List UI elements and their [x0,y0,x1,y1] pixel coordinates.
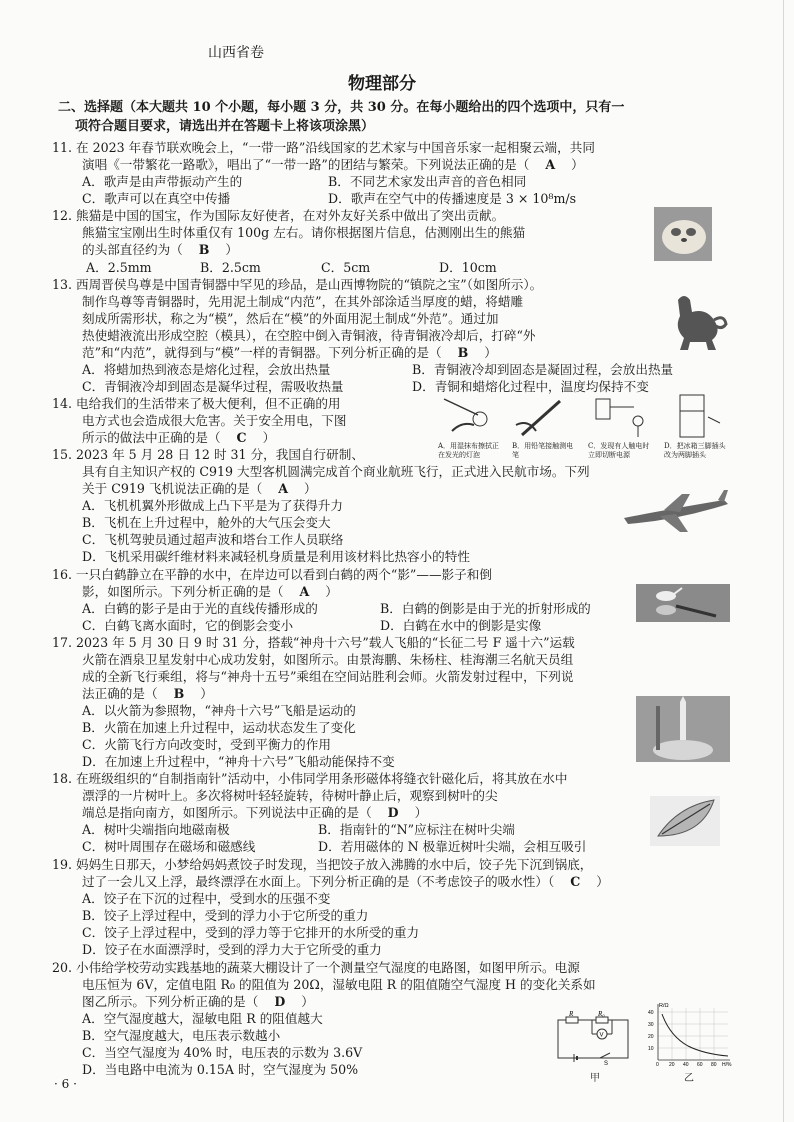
part-heading-line1: 二、选择题（本大题共 10 个小题，每小题 3 分，共 30 分。在每小题给出的四个选项中，只有一 [58,100,625,115]
q14-caption-a: A．用湿抹布擦拭正在发光的灯泡 [438,442,500,459]
graph-xtick: 60 [697,1062,703,1068]
q15-stem-line2: 具有自主知识产权的 C919 大型客机圆满完成首个商业航班飞行，正式进入民航市场。下列 [82,464,590,479]
circuit-diagram [552,1010,634,1066]
q17-stem-line1: 17. 2023 年 5 月 30 日 9 时 31 分，搭载“神舟十六号”载人飞船的“长征二号 F 遥十六”运载 [52,635,575,650]
q11-option-d: D．歌声在空气中的传播速度是 3 × 10⁸m/s [328,191,577,206]
q15-option-d: D．飞机采用碳纤维材料来减轻机身质量是利用该材料比热容小的特性 [82,549,470,564]
q19-stem-line2: 过了一会儿又上浮，最终漂浮在水面上。下列分析正确的是（不考虑饺子的吸水性）（ C ） [82,874,609,889]
humidity-resistance-graph [644,1002,734,1068]
q11-stem-line2: 演唱《一带繁花一路歌》，唱出了“一带一路”的团结与繁荣。下列说法正确的是（ A ） [82,157,584,172]
part-heading-line2: 项符合题目要求，请选出并在答题卡上将该项涂黑） [75,119,375,134]
q20-option-a: A．空气湿度越大，湿敏电阻 R 的阻值越大 [82,1011,323,1026]
q15-option-c: C．飞机驾驶员通过超声波和塔台工作人员联络 [82,532,344,547]
figure-yi-label: 乙 [684,1073,694,1084]
q19-option-d: D．饺子在水面漂浮时，受到的浮力大于它所受的重力 [82,942,382,957]
q20-stem-line1: 20. 小伟给学校劳动实践基地的蔬菜大棚设计了一个测量空气湿度的电路图，如图甲所示。电源 [52,960,580,975]
q12-answer: B [198,242,210,257]
q11-stem-line1: 11. 在 2023 年春节联欢晚会上，“一带一路”沿线国家的艺术家与中国音乐家一起相聚云端，共同 [52,140,595,155]
q14-figure-a [438,395,500,441]
q18-option-b: B．指南针的“N”应标注在树叶尖端 [318,822,515,837]
q13-option-b: B．青铜液冷却到固态是凝固过程，会放出热量 [412,362,674,377]
q13-option-d: D．青铜和蜡熔化过程中，温度均保持不变 [412,379,649,394]
q20-stem-line2: 电压恒为 6V，定值电阻 R₀ 的阻值为 20Ω，湿敏电阻 R 的阻值随空气湿度 H 的变化关系如 [82,977,596,992]
q15-stem-line3: 关于 C919 飞机说法正确的是（ A ） [82,481,317,496]
graph-ytick: 20 [648,1034,654,1040]
q14-figure-b [512,395,574,441]
leaf-compass-photo [650,796,720,846]
q19-option-b: B．饺子上浮过程中，受到的浮力小于它所受的重力 [82,908,369,923]
q18-stem-line2: 漂浮的一片树叶上。多次将树叶轻轻旋转，待树叶静止后，观察到树叶的尖 [82,788,498,803]
airplane-photo [620,488,730,538]
circuit-label-v: V [599,1032,604,1039]
q16-stem-line1: 16. 一只白鹤静立在平静的水中，在岸边可以看到白鹤的两个“影”——影子和倒 [52,567,492,582]
q18-option-a: A．树叶尖端指向地磁南极 [82,822,230,837]
q16-option-d: D．白鹤在水中的倒影是实像 [380,618,542,633]
q11-answer: A [545,157,556,172]
q20-answer: D [274,994,286,1009]
q19-answer: C [570,874,581,889]
q17-stem-line4: 法正确的是（ B ） [82,686,213,701]
q17-stem-line3: 成的全新飞行乘组，将与“神舟十五号”乘组在空间站胜利会师。火箭发射过程中，下列说 [82,669,574,684]
q13-stem-line2: 制作鸟尊等青铜器时，先用泥土制成“内范”，在其外部涂适当厚度的蜡，将蜡雕 [82,294,524,309]
q12-option-a: A．2.5mm [86,260,152,275]
q11-option-c: C．歌声可以在真空中传播 [82,191,231,206]
q15-stem-line1: 15. 2023 年 5 月 28 日 12 时 31 分，我国自行研制、 [52,447,364,462]
circuit-label-s: S [604,1061,609,1066]
q18-answer: D [387,805,399,820]
scan-edge-line [783,0,784,1122]
q20-stem-line3: 图乙所示。下列分析正确的是（ D ） [82,994,314,1009]
q12-option-b: B．2.5cm [200,260,261,275]
q14-stem-line1: 14. 电给我们的生活带来了极大便利，但不正确的用 [52,396,341,411]
q14-answer: C [236,430,247,445]
graph-ytick: 10 [648,1046,654,1052]
q16-option-a: A．白鹤的影子是由于光的直线传播形成的 [82,601,318,616]
graph-ytick: 30 [648,1022,654,1028]
q11-option-a: A．歌声是由声带振动产生的 [82,174,243,189]
q16-option-b: B．白鹤的倒影是由于光的折射形成的 [380,601,591,616]
q12-stem-line1: 12. 熊猫是中国的国宝，作为国际友好使者，在对外友好关系中做出了突出贡献。 [52,208,505,223]
q18-option-c: C．树叶周围存在磁场和磁感线 [82,839,256,854]
q20-option-d: D．当电路中电流为 0.15A 时，空气湿度为 50% [82,1062,359,1077]
graph-xlabel: H/% [722,1062,732,1068]
circuit-label-r0: R₀ [598,1010,605,1018]
q11-option-b: B．不同艺术家发出声音的音色相同 [328,174,527,189]
q17-answer: B [173,686,185,701]
rocket-launch-photo [636,696,730,762]
graph-ylabel: R/Ω [659,1003,669,1009]
q18-stem-line3: 端总是指向南方，如图所示。下列说法中正确的是（ D ） [82,805,428,820]
q15-option-a: A．飞机机翼外形做成上凸下平是为了获得升力 [82,498,343,513]
q13-option-a: A．将蜡加热到液态是熔化过程，会放出热量 [82,362,331,377]
graph-ytick: 40 [648,1010,654,1016]
q20-option-b: B．空气湿度越大，电压表示数越小 [82,1028,281,1043]
white-crane-photo [636,584,730,622]
q14-caption-d: D．把冰箱三脚插头改为两脚插头 [664,442,726,459]
graph-xtick: 40 [683,1062,689,1068]
q17-stem-line2: 火箭在酒泉卫星发射中心成功发射，如图所示。由景海鹏、朱杨柱、桂海潮三名航天员组 [82,652,574,667]
panda-photo [654,207,712,261]
q14-stem-line3: 所示的做法中正确的是（ C ） [82,430,276,445]
q17-option-d: D．在加速上升过程中，“神舟十六号”飞船动能保持不变 [82,754,395,769]
graph-xtick: 20 [669,1062,675,1068]
q15-answer: A [278,481,288,496]
q12-stem-line3: 的头部直径约为（ B ） [82,242,238,257]
q13-stem-line4: 热使蜡液流出形成空腔（模具），在空腔中倒入青铜液，待青铜液冷却后，打碎“外 [82,328,536,343]
q16-option-c: C．白鹤飞离水面时，它的倒影会变小 [82,618,294,633]
figure-jia-label: 甲 [590,1073,600,1084]
q14-stem-line2: 电方式也会造成很大危害。关于安全用电，下图 [82,413,347,428]
page-number: · 6 · [54,1077,77,1091]
region-label: 山西省卷 [208,45,264,61]
q14-caption-b: B．用铅笔接触测电笔 [512,442,574,459]
q13-stem-line1: 13. 西周晋侯鸟尊是中国青铜器中罕见的珍品，是山西博物院的“镇院之宝”（如图所示）。 [52,277,543,292]
q17-option-b: B．火箭在加速上升过程中，运动状态发生了变化 [82,720,356,735]
q13-stem-line3: 刻成所需形状，称之为“模”，然后在“模”的外面用泥土制成“外范”。通过加 [82,311,499,326]
q13-answer: B [457,345,469,360]
graph-xtick: 80 [711,1062,717,1068]
q19-option-a: A．饺子在下沉的过程中，受到水的压强不变 [82,891,331,906]
q18-option-d: D．若用磁体的 N 极靠近树叶尖端，会相互吸引 [318,839,587,854]
q17-option-c: C．火箭飞行方向改变时，受到平衡力的作用 [82,737,331,752]
q20-option-c: C．当空气湿度为 40% 时，电压表的示数为 3.6V [82,1045,363,1060]
q14-figure-c [588,393,650,441]
q14-figure-d [664,393,726,441]
bird-bronze-vessel-photo [668,290,728,354]
q12-option-c: C．5cm [321,260,371,275]
circuit-label-r: R [569,1010,574,1018]
graph-xtick: 0 [656,1062,659,1068]
q16-answer: A [299,584,310,599]
q13-stem-line5: 范”和“内范”，就得到与“模”一样的青铜器。下列分析正确的是（ B ） [82,345,497,360]
q15-option-b: B．飞机在上升过程中，舱外的大气压会变大 [82,515,331,530]
q19-option-c: C．饺子上浮过程中，受到的浮力等于它排开的水所受的重力 [82,925,420,940]
section-title: 物理部分 [348,74,416,94]
q14-caption-c: C．发现有人触电时立即切断电源 [588,442,650,459]
q12-option-d: D．10cm [439,260,497,275]
q18-stem-line1: 18. 在班级组织的“自制指南针”活动中，小伟同学用条形磁体将缝衣针磁化后，将其放在水中 [52,771,568,786]
q12-stem-line2: 熊猫宝宝刚出生时体重仅有 100g 左右。请你根据图片信息，估测刚出生的熊猫 [82,225,526,240]
q16-stem-line2: 影，如图所示。下列分析正确的是（ A ） [82,584,338,599]
q13-option-c: C．青铜液冷却到固态是凝华过程，需吸收热量 [82,379,344,394]
q19-stem-line1: 19. 妈妈生日那天，小梦给妈妈煮饺子时发现，当把饺子放入沸腾的水中后，饺子先下沉到锅底， [52,857,593,872]
q17-option-a: A．以火箭为参照物，“神舟十六号”飞船是运动的 [82,703,356,718]
